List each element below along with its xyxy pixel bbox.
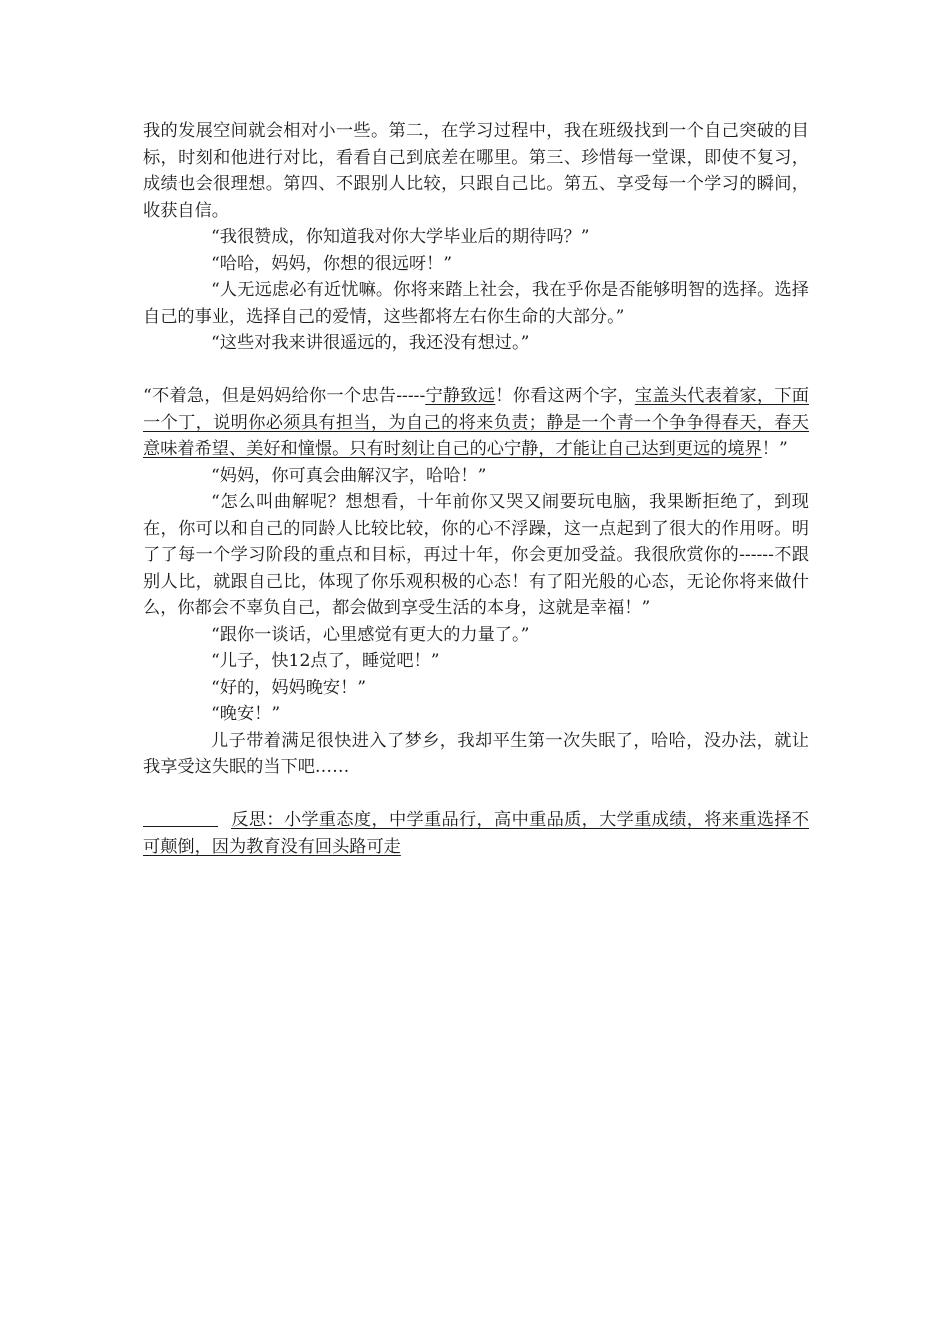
paragraph-mother-question: “我很赞成，你知道我对你大学毕业后的期待吗？” bbox=[211, 227, 590, 247]
paragraph-son-reply: “哈哈，妈妈，你想的很远呀！” bbox=[211, 253, 453, 274]
advice-text-start: “不着急，但是妈妈给你一个忠告----- bbox=[143, 386, 426, 406]
paragraph-son-strength: “跟你一谈话，心里感觉有更大的力量了。” bbox=[211, 624, 530, 645]
advice-text-end: ！” bbox=[761, 439, 788, 459]
paragraph-bedtime: “儿子，快12点了，睡觉吧！” bbox=[211, 651, 440, 671]
paragraph-advice bbox=[143, 383, 809, 463]
advice-text-middle: ！你看这两个字， bbox=[495, 386, 635, 406]
paragraph-son-joke: “妈妈，你可真会曲解汉字，哈哈！” bbox=[211, 465, 487, 486]
reflection-text: 反思：小学重态度，中学重品行，高中重品质，大学重成绩，将来重选择不可颠倒，因为教育没有回头路可走 bbox=[143, 810, 809, 857]
paragraph-goodnight-mother: “晚安！” bbox=[211, 704, 281, 724]
advice-idiom-underlined: 宁静致远 bbox=[425, 386, 496, 406]
advice-explanation-underlined: 宝盖头代表着家，下面一个丁，说明你必须具有担当，为自己的将来负责；静是一个青一个争争得春天，春天意味着希望、美好和憧憬。只有时刻让自己的心宁静，才能让自己达到更远的境界 bbox=[143, 386, 809, 459]
fill-in-blank-line bbox=[143, 808, 218, 827]
blank-line bbox=[143, 357, 809, 384]
paragraph-reflection bbox=[143, 807, 809, 860]
document-page bbox=[143, 118, 809, 860]
blank-line bbox=[143, 781, 809, 808]
paragraph-mother-choices: “人无远虑必有近忧嘛。你将来踏上社会，我在乎你是否能够明智的选择。选择自己的事业，选择自己的爱情，这些都将左右你生命的大部分。” bbox=[143, 280, 809, 327]
paragraph-son-not-thought: “这些对我来讲很遥远的，我还没有想过。” bbox=[211, 333, 530, 353]
paragraph-mother-explain: “怎么叫曲解呢？想想看，十年前你又哭又闹要玩电脑，我果断拒绝了，到现在，你可以和自己的同龄人比较比较，你的心不浮躁，这一点起到了很大的作用呀。明了了每一个学习阶段的重点和目标，再过十年，你会更加受益。我很欣赏你的------不跟别人比，就跟自己比，体现了你乐观积极的心态！有了阳光般的心态，无论你将来做什么，你都会不辜负自己，都会做到享受生活的本身，这就是幸福！” bbox=[143, 492, 809, 618]
paragraph-study-methods: 我的发展空间就会相对小一些。第二，在学习过程中，我在班级找到一个自己突破的目标，时刻和他进行对比，看看自己到底差在哪里。第三、珍惜每一堂课，即使不复习，成绩也会很理想。第四、不跟别人比较，只跟自己比。第五、享受每一个学习的瞬间，收获自信。 bbox=[143, 121, 809, 221]
paragraph-goodnight-son: “好的，妈妈晚安！” bbox=[211, 677, 367, 698]
paragraph-insomnia: 儿子带着满足很快进入了梦乡，我却平生第一次失眠了，哈哈，没办法，就让我享受这失眠的当下吧…… bbox=[143, 730, 809, 777]
